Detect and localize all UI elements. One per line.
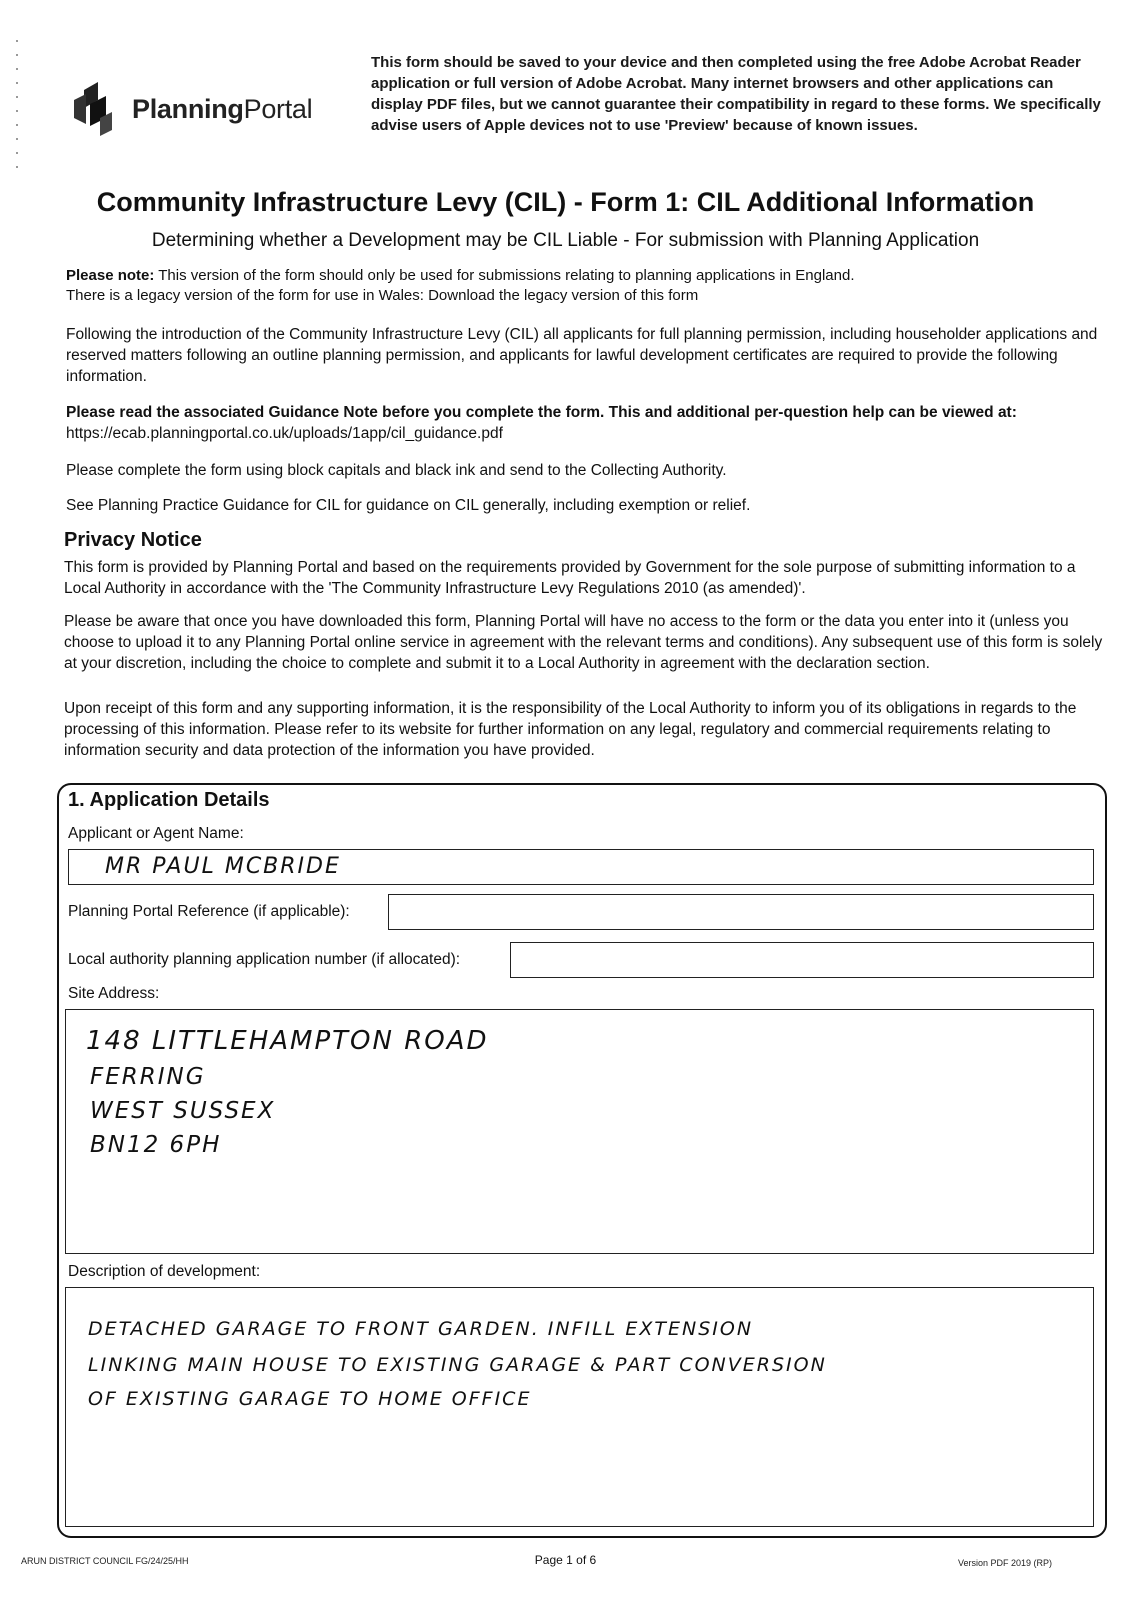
privacy-notice-title: Privacy Notice [64,529,202,551]
privacy-paragraph-1: This form is provided by Planning Portal and based on the requirements provided by Government for the sole purpose of submitting information to a Local Authority in accordance with the 'The Community Infrastructure Levy Regulations 2010 (as amended)'. [64,559,1076,597]
guidance-note [66,402,1116,444]
applicant-name-value: MR PAUL MCBRIDE [105,854,341,879]
privacy-paragraph-2: Please be aware that once you have downloaded this form, Planning Portal will have no access to the form or the data you enter into it (unless you choose to upload it to any Planning Portal online service in agreement with the relevant terms and conditions). Any subsequent use of this form is solely at your discretion, including the choice to complete and submit it to a Local Authority in agreement with the declaration section. [64,613,1103,672]
portal-reference-label: Planning Portal Reference (if applicable): [68,903,350,920]
site-address-line: FERRING [90,1064,206,1090]
intro-paragraph: Following the introduction of the Community Infrastructure Levy (CIL) all applicants for full planning permission, including householder applications and reserved matters following an outline planning permission, and applicants for lawful development certificates are required to provide the following information. [66,326,1098,385]
planning-portal-logo-icon [70,78,126,138]
description-label: Description of development: [68,1263,261,1280]
applicant-name-field[interactable] [68,849,1094,885]
scan-margin-marks [16,40,18,180]
la-application-number-label: Local authority planning application number (if allocated): [68,951,461,968]
site-address-line: BN12 6PH [90,1132,222,1158]
applicant-name-label: Applicant or Agent Name: [68,825,244,842]
logo-wordmark: PlanningPortal [132,94,313,124]
council-reference: ARUN DISTRICT COUNCIL FG/24/25/HH [21,1556,189,1566]
version-label: Version PDF 2019 (RP) [958,1558,1053,1568]
site-address-field[interactable] [65,1009,1094,1254]
site-address-line: WEST SUSSEX [90,1098,276,1124]
portal-reference-field[interactable] [388,894,1094,930]
description-field[interactable] [65,1287,1094,1527]
form-subtitle: Determining whether a Development may be CIL Liable - For submission with Planning Application [151,230,980,251]
planning-portal-logo [70,78,330,138]
la-application-number-field[interactable] [510,942,1094,978]
guidance-heading: Please read the associated Guidance Note before you complete the form. This and additional per-question help can be viewed at: [66,404,1017,421]
see-guidance-text: See Planning Practice Guidance for CIL for guidance on CIL generally, including exemption or relief. [66,497,751,514]
guidance-url-link[interactable]: https://ecab.planningportal.co.uk/uploads/1app/cil_guidance.pdf [66,425,503,442]
description-line: DETACHED GARAGE TO FRONT GARDEN. INFILL EXTENSION [88,1318,754,1340]
description-line: LINKING MAIN HOUSE TO EXISTING GARAGE & PART CONVERSION [88,1354,827,1376]
form-title: Community Infrastructure Levy (CIL) - Form 1: CIL Additional Information [96,187,1035,217]
page-number: Page 1 of 6 [534,1553,597,1567]
please-note: Please note: This version of the form should only be used for submissions relating to planning applications in England. There is a legacy version of the form for use in Wales: Download the legacy version of this form [66,267,855,304]
section-title: 1. Application Details [68,789,270,811]
site-address-line: 148 LITTLEHAMPTON ROAD [86,1026,489,1056]
description-line: OF EXISTING GARAGE TO HOME OFFICE [88,1388,532,1410]
acrobat-notice: This form should be saved to your device and then completed using the free Adobe Acrobat Reader application or full version of Adobe Acrobat. Many internet browsers and other applications can display PDF files, but we cannot guarantee their compatibility in regard to these forms. We specifically advise users of Apple devices not to use 'Preview' because of known issues. [371,54,1101,134]
legacy-wales-note: There is a legacy version of the form for use in Wales: Download the legacy version of this form [66,287,699,304]
block-capitals-instruction: Please complete the form using block capitals and black ink and send to the Collecting Authority. [66,462,727,479]
site-address-label: Site Address: [68,985,160,1002]
privacy-paragraph-3: Upon receipt of this form and any supporting information, it is the responsibility of the Local Authority to inform you of its obligations in regards to the processing of this information. Please refer to its website for further information on any legal, regulatory and commercial requirements relating to information security and data protection of the information you have provided. [64,700,1077,759]
